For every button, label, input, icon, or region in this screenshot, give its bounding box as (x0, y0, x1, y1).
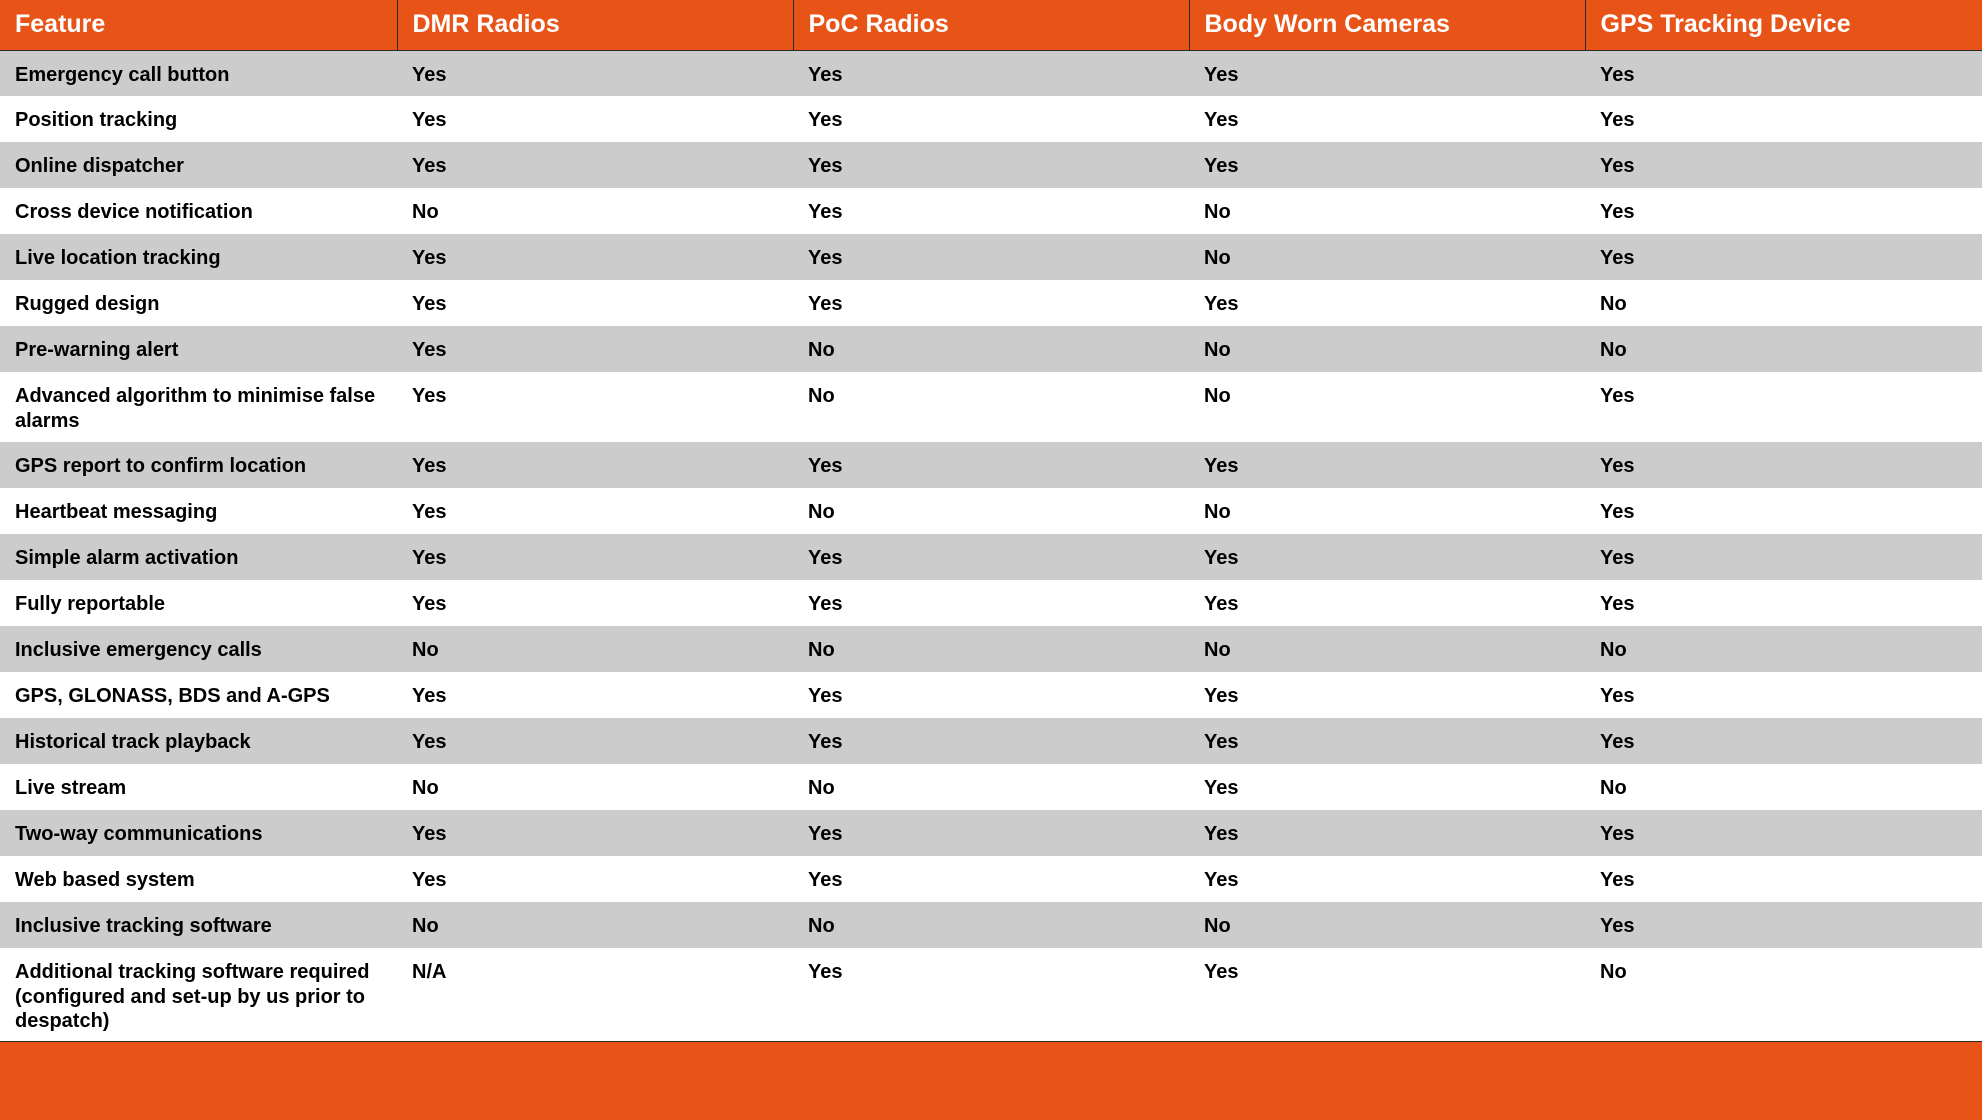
body-worn-cameras-cell: Yes (1189, 142, 1585, 188)
poc-radios-cell: Yes (793, 718, 1189, 764)
column-header-body-worn-cameras: Body Worn Cameras (1189, 0, 1585, 50)
dmr-radios-cell: Yes (397, 50, 793, 96)
poc-radios-cell: Yes (793, 810, 1189, 856)
gps-tracking-device-cell: No (1585, 326, 1982, 372)
table-row (0, 442, 1982, 488)
body-worn-cameras-cell: Yes (1189, 534, 1585, 580)
gps-tracking-device-cell: Yes (1585, 50, 1982, 96)
header-row (0, 0, 1982, 50)
dmr-radios-cell: Yes (397, 672, 793, 718)
table-row (0, 280, 1982, 326)
table-row (0, 188, 1982, 234)
body-worn-cameras-cell: Yes (1189, 764, 1585, 810)
body-worn-cameras-cell: No (1189, 326, 1585, 372)
poc-radios-cell: Yes (793, 856, 1189, 902)
table-row (0, 718, 1982, 764)
poc-radios-cell: No (793, 326, 1189, 372)
poc-radios-cell: Yes (793, 442, 1189, 488)
table-row (0, 856, 1982, 902)
gps-tracking-device-cell: Yes (1585, 810, 1982, 856)
feature-cell: Historical track playback (0, 718, 397, 764)
feature-cell: Inclusive emergency calls (0, 626, 397, 672)
body-worn-cameras-cell: Yes (1189, 580, 1585, 626)
table-row (0, 234, 1982, 280)
feature-cell: Fully reportable (0, 580, 397, 626)
dmr-radios-cell: Yes (397, 96, 793, 142)
feature-cell: Cross device notification (0, 188, 397, 234)
body-worn-cameras-cell: Yes (1189, 856, 1585, 902)
table-row (0, 534, 1982, 580)
dmr-radios-cell: Yes (397, 442, 793, 488)
feature-cell: Online dispatcher (0, 142, 397, 188)
body-worn-cameras-cell: Yes (1189, 96, 1585, 142)
poc-radios-cell: Yes (793, 948, 1189, 1043)
gps-tracking-device-cell: No (1585, 626, 1982, 672)
poc-radios-cell: No (793, 764, 1189, 810)
gps-tracking-device-cell: No (1585, 764, 1982, 810)
poc-radios-cell: Yes (793, 188, 1189, 234)
table-row (0, 580, 1982, 626)
table-row (0, 96, 1982, 142)
gps-tracking-device-cell: Yes (1585, 188, 1982, 234)
column-header-feature: Feature (0, 0, 397, 50)
body-worn-cameras-cell: Yes (1189, 280, 1585, 326)
dmr-radios-cell: No (397, 626, 793, 672)
dmr-radios-cell: Yes (397, 856, 793, 902)
body-worn-cameras-cell: Yes (1189, 50, 1585, 96)
dmr-radios-cell: Yes (397, 810, 793, 856)
dmr-radios-cell: Yes (397, 718, 793, 764)
feature-cell: Rugged design (0, 280, 397, 326)
poc-radios-cell: Yes (793, 280, 1189, 326)
dmr-radios-cell: Yes (397, 488, 793, 534)
body-worn-cameras-cell: No (1189, 234, 1585, 280)
dmr-radios-cell: Yes (397, 142, 793, 188)
dmr-radios-cell: Yes (397, 234, 793, 280)
body-worn-cameras-cell: No (1189, 626, 1585, 672)
feature-cell: Advanced algorithm to minimise false alarms (0, 372, 397, 442)
table-row (0, 902, 1982, 948)
table-body (0, 50, 1982, 1043)
body-worn-cameras-cell: No (1189, 488, 1585, 534)
gps-tracking-device-cell: Yes (1585, 718, 1982, 764)
dmr-radios-cell: No (397, 764, 793, 810)
feature-cell: Two-way communications (0, 810, 397, 856)
dmr-radios-cell: Yes (397, 580, 793, 626)
poc-radios-cell: No (793, 488, 1189, 534)
poc-radios-cell: Yes (793, 50, 1189, 96)
table-row (0, 488, 1982, 534)
column-header-poc-radios: PoC Radios (793, 0, 1189, 50)
gps-tracking-device-cell: Yes (1585, 534, 1982, 580)
gps-tracking-device-cell: Yes (1585, 442, 1982, 488)
feature-cell: GPS, GLONASS, BDS and A-GPS (0, 672, 397, 718)
poc-radios-cell: No (793, 902, 1189, 948)
poc-radios-cell: Yes (793, 96, 1189, 142)
gps-tracking-device-cell: No (1585, 280, 1982, 326)
body-worn-cameras-cell: Yes (1189, 810, 1585, 856)
feature-cell: Emergency call button (0, 50, 397, 96)
gps-tracking-device-cell: Yes (1585, 372, 1982, 442)
dmr-radios-cell: Yes (397, 372, 793, 442)
feature-cell: Pre-warning alert (0, 326, 397, 372)
gps-tracking-device-cell: Yes (1585, 856, 1982, 902)
gps-tracking-device-cell: No (1585, 948, 1982, 1043)
body-worn-cameras-cell: No (1189, 372, 1585, 442)
gps-tracking-device-cell: Yes (1585, 580, 1982, 626)
footer-bar (0, 1041, 1982, 1120)
poc-radios-cell: No (793, 372, 1189, 442)
body-worn-cameras-cell: No (1189, 902, 1585, 948)
gps-tracking-device-cell: Yes (1585, 902, 1982, 948)
dmr-radios-cell: Yes (397, 280, 793, 326)
feature-cell: Simple alarm activation (0, 534, 397, 580)
feature-cell: Web based system (0, 856, 397, 902)
poc-radios-cell: Yes (793, 672, 1189, 718)
body-worn-cameras-cell: Yes (1189, 718, 1585, 764)
poc-radios-cell: Yes (793, 534, 1189, 580)
gps-tracking-device-cell: Yes (1585, 142, 1982, 188)
feature-cell: Heartbeat messaging (0, 488, 397, 534)
poc-radios-cell: Yes (793, 142, 1189, 188)
table-header (0, 0, 1982, 50)
feature-cell: Inclusive tracking software (0, 902, 397, 948)
feature-cell: Additional tracking software required (configured and set-up by us prior to despatch) (0, 948, 397, 1043)
feature-cell: Live location tracking (0, 234, 397, 280)
table-row (0, 764, 1982, 810)
feature-cell: GPS report to confirm location (0, 442, 397, 488)
table-row (0, 326, 1982, 372)
body-worn-cameras-cell: Yes (1189, 442, 1585, 488)
poc-radios-cell: Yes (793, 234, 1189, 280)
table-row (0, 672, 1982, 718)
table-row (0, 810, 1982, 856)
column-header-dmr-radios: DMR Radios (397, 0, 793, 50)
body-worn-cameras-cell: No (1189, 188, 1585, 234)
poc-radios-cell: Yes (793, 580, 1189, 626)
dmr-radios-cell: No (397, 188, 793, 234)
column-header-gps-tracking-device: GPS Tracking Device (1585, 0, 1982, 50)
table-row (0, 626, 1982, 672)
dmr-radios-cell: No (397, 902, 793, 948)
table-row (0, 948, 1982, 1043)
dmr-radios-cell: Yes (397, 534, 793, 580)
gps-tracking-device-cell: Yes (1585, 672, 1982, 718)
table-row (0, 372, 1982, 442)
gps-tracking-device-cell: Yes (1585, 234, 1982, 280)
table-row (0, 50, 1982, 96)
feature-cell: Live stream (0, 764, 397, 810)
body-worn-cameras-cell: Yes (1189, 948, 1585, 1043)
dmr-radios-cell: Yes (397, 326, 793, 372)
table-row (0, 142, 1982, 188)
gps-tracking-device-cell: Yes (1585, 96, 1982, 142)
body-worn-cameras-cell: Yes (1189, 672, 1585, 718)
poc-radios-cell: No (793, 626, 1189, 672)
feature-cell: Position tracking (0, 96, 397, 142)
dmr-radios-cell: N/A (397, 948, 793, 1043)
gps-tracking-device-cell: Yes (1585, 488, 1982, 534)
